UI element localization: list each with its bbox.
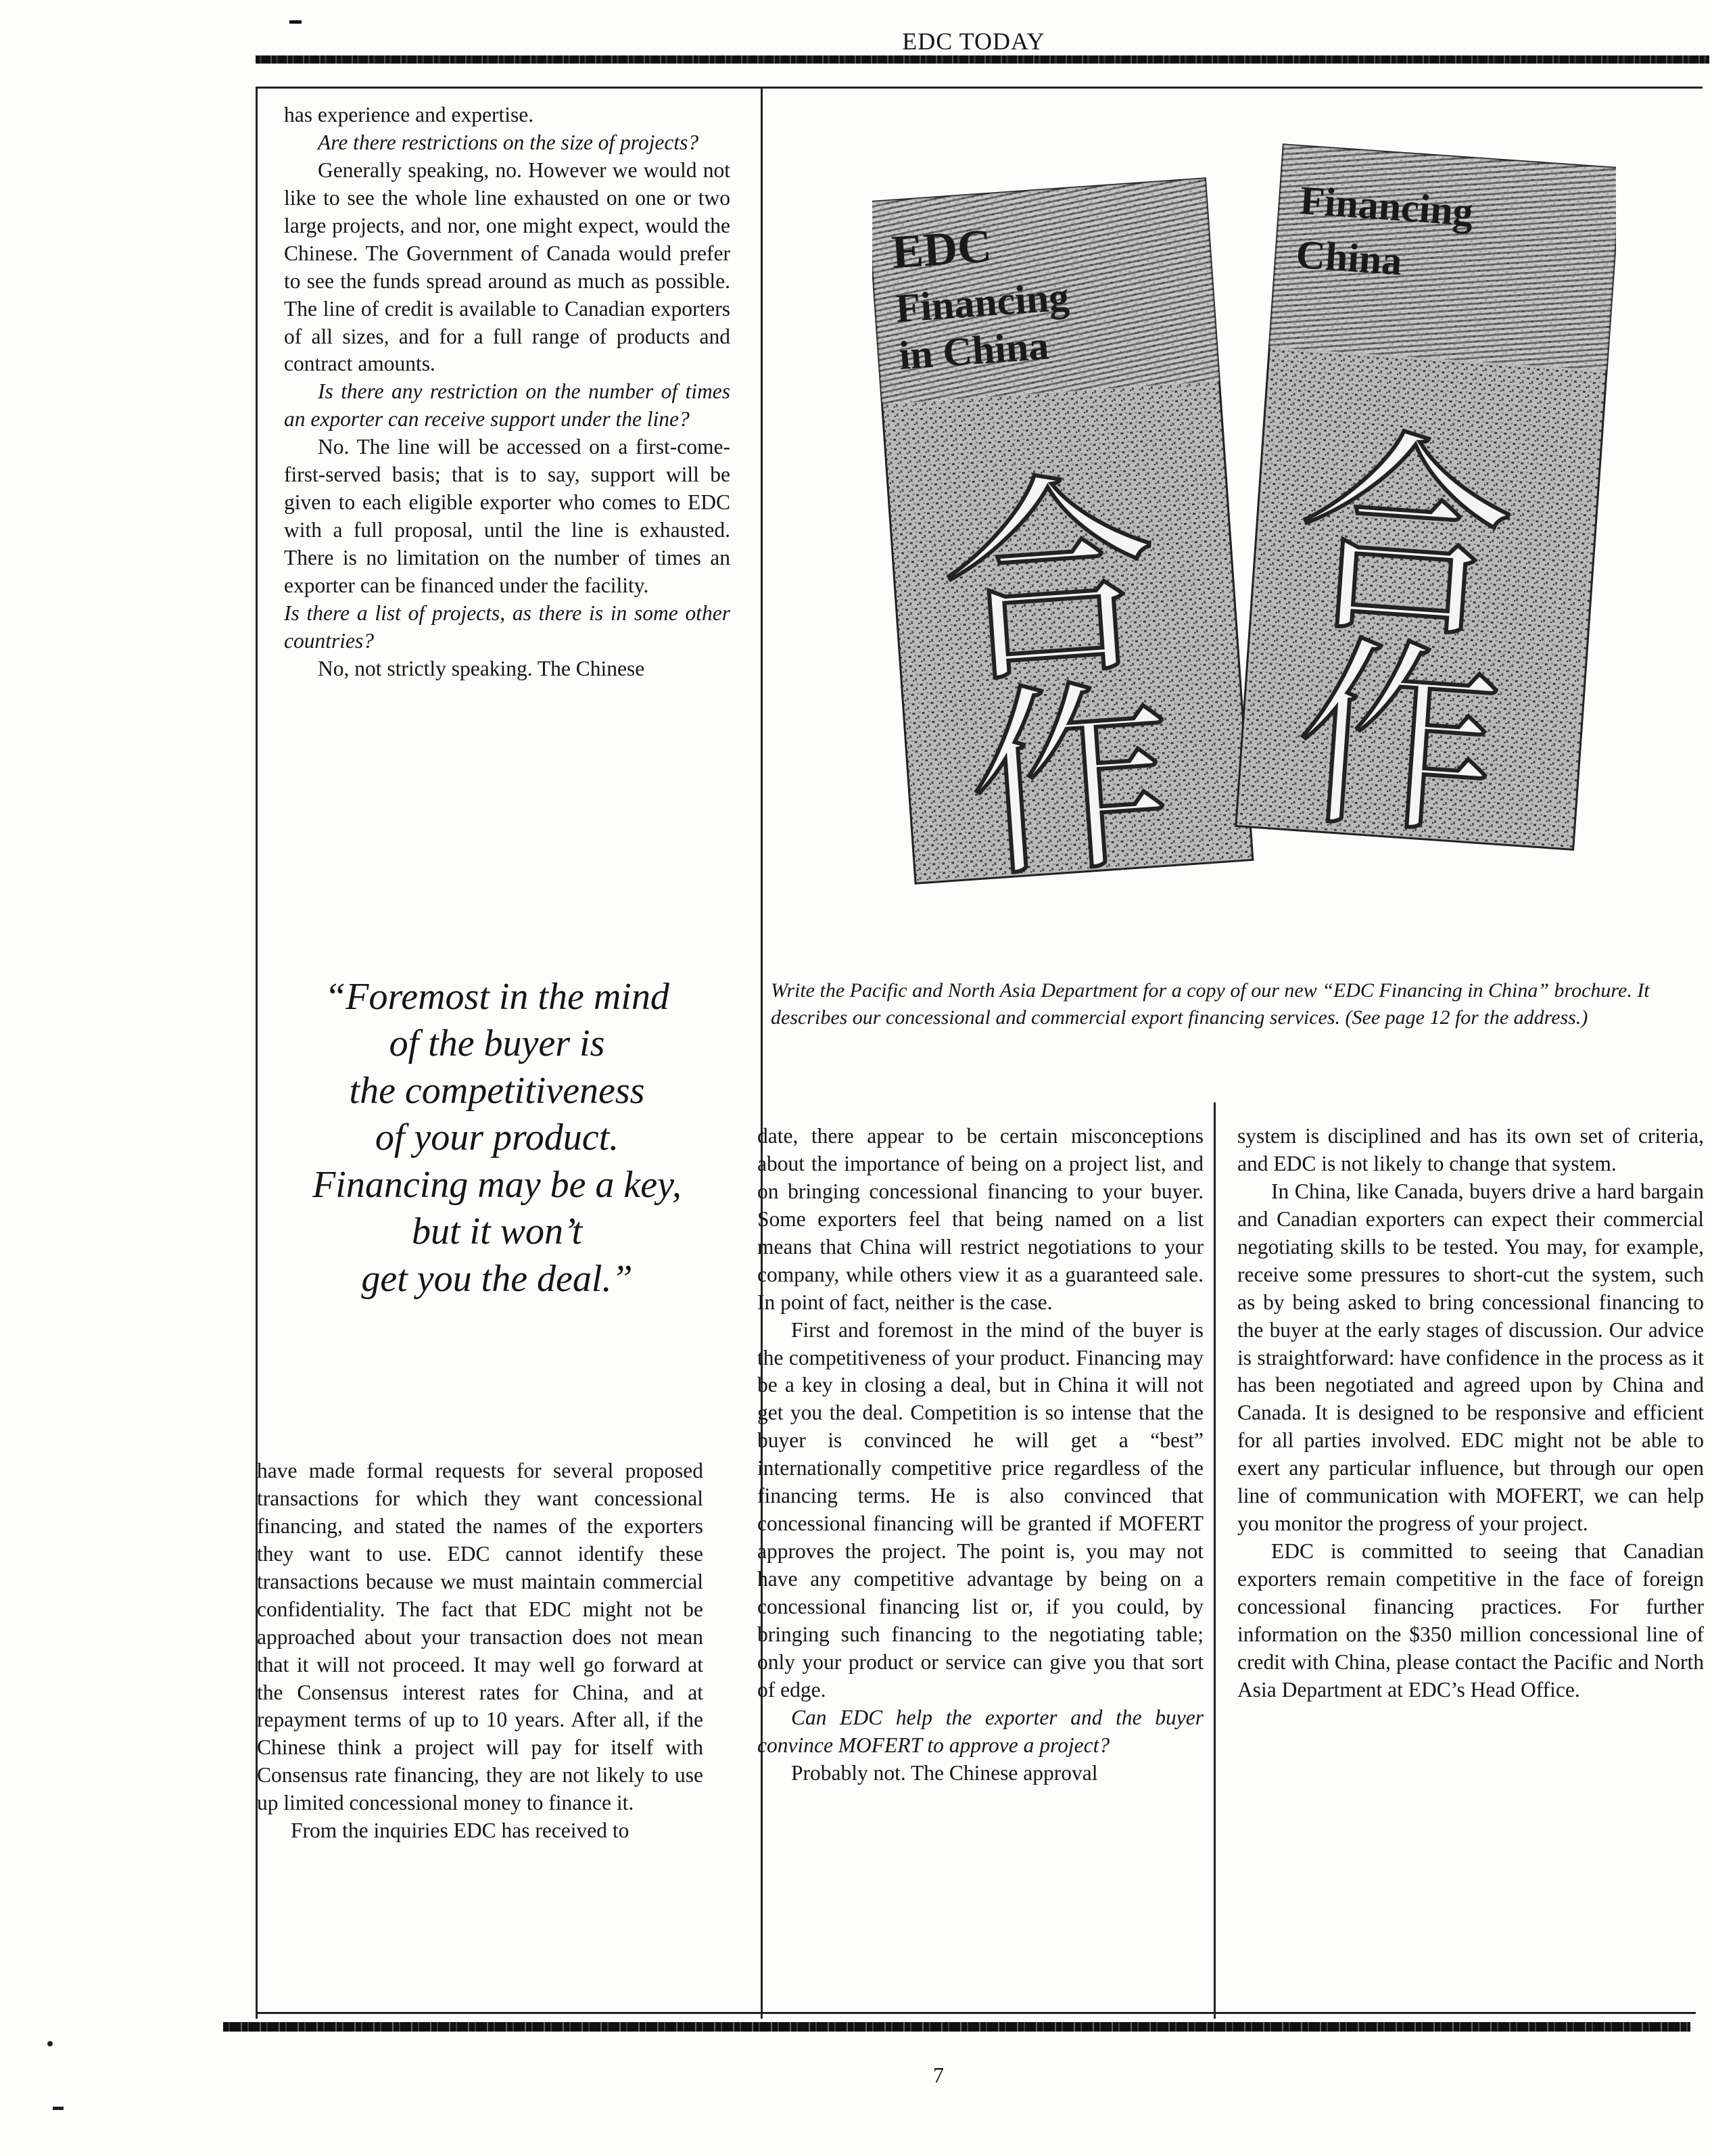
paragraph: From the inquiries EDC has received to [291,1819,629,1843]
svg-text:合: 合 [1288,406,1522,673]
brochure-left [872,179,1255,911]
stray-mark [289,20,302,24]
paragraph: have made formal requests for several proposed transactions for which they want concessional financing, and stated the names of the exporters they want to use. EDC cannot identify these transactions because we must maintain commercial confidentiality. The fact that EDC might not be approached about your transaction does not mean that it will not proceed. It may well go forward at the Consensus interest rates for China, and at repayment terms of up to 10 years. After all, if the Chinese think a project will pay for itself with Consensus rate financing, they are not likely to use up limited concessional money to finance it. [257,1459,703,1815]
pull-quote-line: of the buyer is [389,1023,605,1065]
svg-text:合: 合 [933,449,1168,716]
column-three-text [1237,1123,1704,1704]
paragraph: date, there appear to be certain misconceptions about the importance of being on a project list, and on bringing concessional financing to your buyer. Some exporters feel that being named on a list means that China will restrict negotiations to your company, while others view it as a guaranteed sale. In point of fact, neither is the case. [757,1124,1204,1314]
svg-text:in China: in China [897,323,1051,378]
paragraph: First and foremost in the mind of the buyer is the competitiveness of your product. Financing may be a key in closing a deal, but in China it will not get you the deal. Competition is so intense that the buyer is convinced he will get a “best” internationally competitive price regardless of the financing terms. He is also convinced that concessional financing will be granted if MOFERT approves the project. The point is, you may not have any competitive advantage by being on a concessional financing list or, if you could, by bringing such financing to the negotiating table; only your product or service can give you that sort of edge. [757,1317,1204,1702]
pull-quote-line: the competitiveness [349,1069,645,1112]
photo-caption: Write the Pacific and North Asia Department for a copy of our new “EDC Financing in China” brochure. It describes our concessional and commercial export financing services. (See page 12 for the address.) [771,979,1650,1029]
frame-bottom-border [256,2012,1696,2014]
publication-title: EDC TODAY [902,28,1045,55]
paragraph: Generally speaking, no. However we would not like to see the whole line exhausted on one or two large projects, and nor, one might expect, would the Chinese. The Government of Canada would prefer to see the funds spread around as much as possible. The line of credit is available to Canadian exporters of all sizes, and for a full range of products and contract amounts. [284,158,730,376]
paragraph: Is there any restriction on the number of times an exporter can receive support under the line? [284,379,730,431]
svg-text:Financing: Financing [894,274,1071,331]
svg-text:China: China [1294,231,1404,284]
paragraph: No. The line will be accessed on a first-come-first-served basis; that is to say, support will be given to each eligible exporter who comes to EDC with a full proposal, until the line is exhausted. There is no limitation on the number of times an exporter can be financed under the facility. [284,435,730,597]
paragraph: Are there restrictions on the size of projects? [318,130,699,154]
column-one-bottom-text [257,1457,703,1845]
brochure-photo [872,142,1616,927]
paragraph: In China, like Canada, buyers drive a hard bargain and Canadian exporters can expect their commercial negotiating skills to be tested. You may, for example, receive some pressures to short-cut the system, such as by being asked to bring concessional financing to the buyer at the early stages of discussion. Our advice is straightforward: have confidence in the process as it has been negotiated and agreed upon by China and Canada. It is designed to be responsive and efficient for all parties involved. EDC might not be able to exert any particular influence, but through our open line of communication with MOFERT, we can help you monitor the progress of your project. [1237,1179,1704,1536]
footer-rule [223,2022,1690,2032]
column-one-top-text [284,101,730,683]
paragraph: has experience and expertise. [284,103,534,126]
header-rule [256,55,1709,64]
svg-text:EDC: EDC [890,220,994,279]
pull-quote-line: but it won’t [411,1211,583,1253]
pull-quote [267,974,727,1303]
stray-mark [53,2107,64,2110]
frame-top-border [256,87,1703,89]
paragraph: system is disciplined and has its own set of criteria, and EDC is not likely to change that system. [1237,1124,1704,1175]
pull-quote-line: of your product. [375,1117,619,1159]
stray-mark [47,2041,53,2046]
pull-quote-line: get you the deal.” [361,1257,633,1300]
paragraph: EDC is committed to seeing that Canadian exporters remain competitive in the face of foreign concessional financing practices. For further information on the $350 million concessional line of credit with China, please contact the Pacific and North Asia Department at EDC’s Head Office. [1237,1539,1704,1702]
column-divider [1214,1102,1216,2019]
paragraph: Can EDC help the exporter and the buyer convince MOFERT to approve a project? [757,1705,1204,1757]
column-two-text [757,1123,1204,1787]
svg-text:Financing: Financing [1298,177,1475,235]
brochure-right [1235,145,1616,870]
pull-quote-line: Financing may be a key, [312,1163,682,1206]
paragraph: Is there a list of projects, as there is in some other countries? [284,601,730,653]
pull-quote-line: “Foremost in the mind [325,976,669,1018]
paragraph: Probably not. The Chinese approval [791,1760,1098,1785]
svg-text:作: 作 [961,657,1181,907]
svg-text:作: 作 [1288,615,1508,865]
page-number: 7 [933,2063,944,2087]
paragraph: No, not strictly speaking. The Chinese [318,656,645,680]
